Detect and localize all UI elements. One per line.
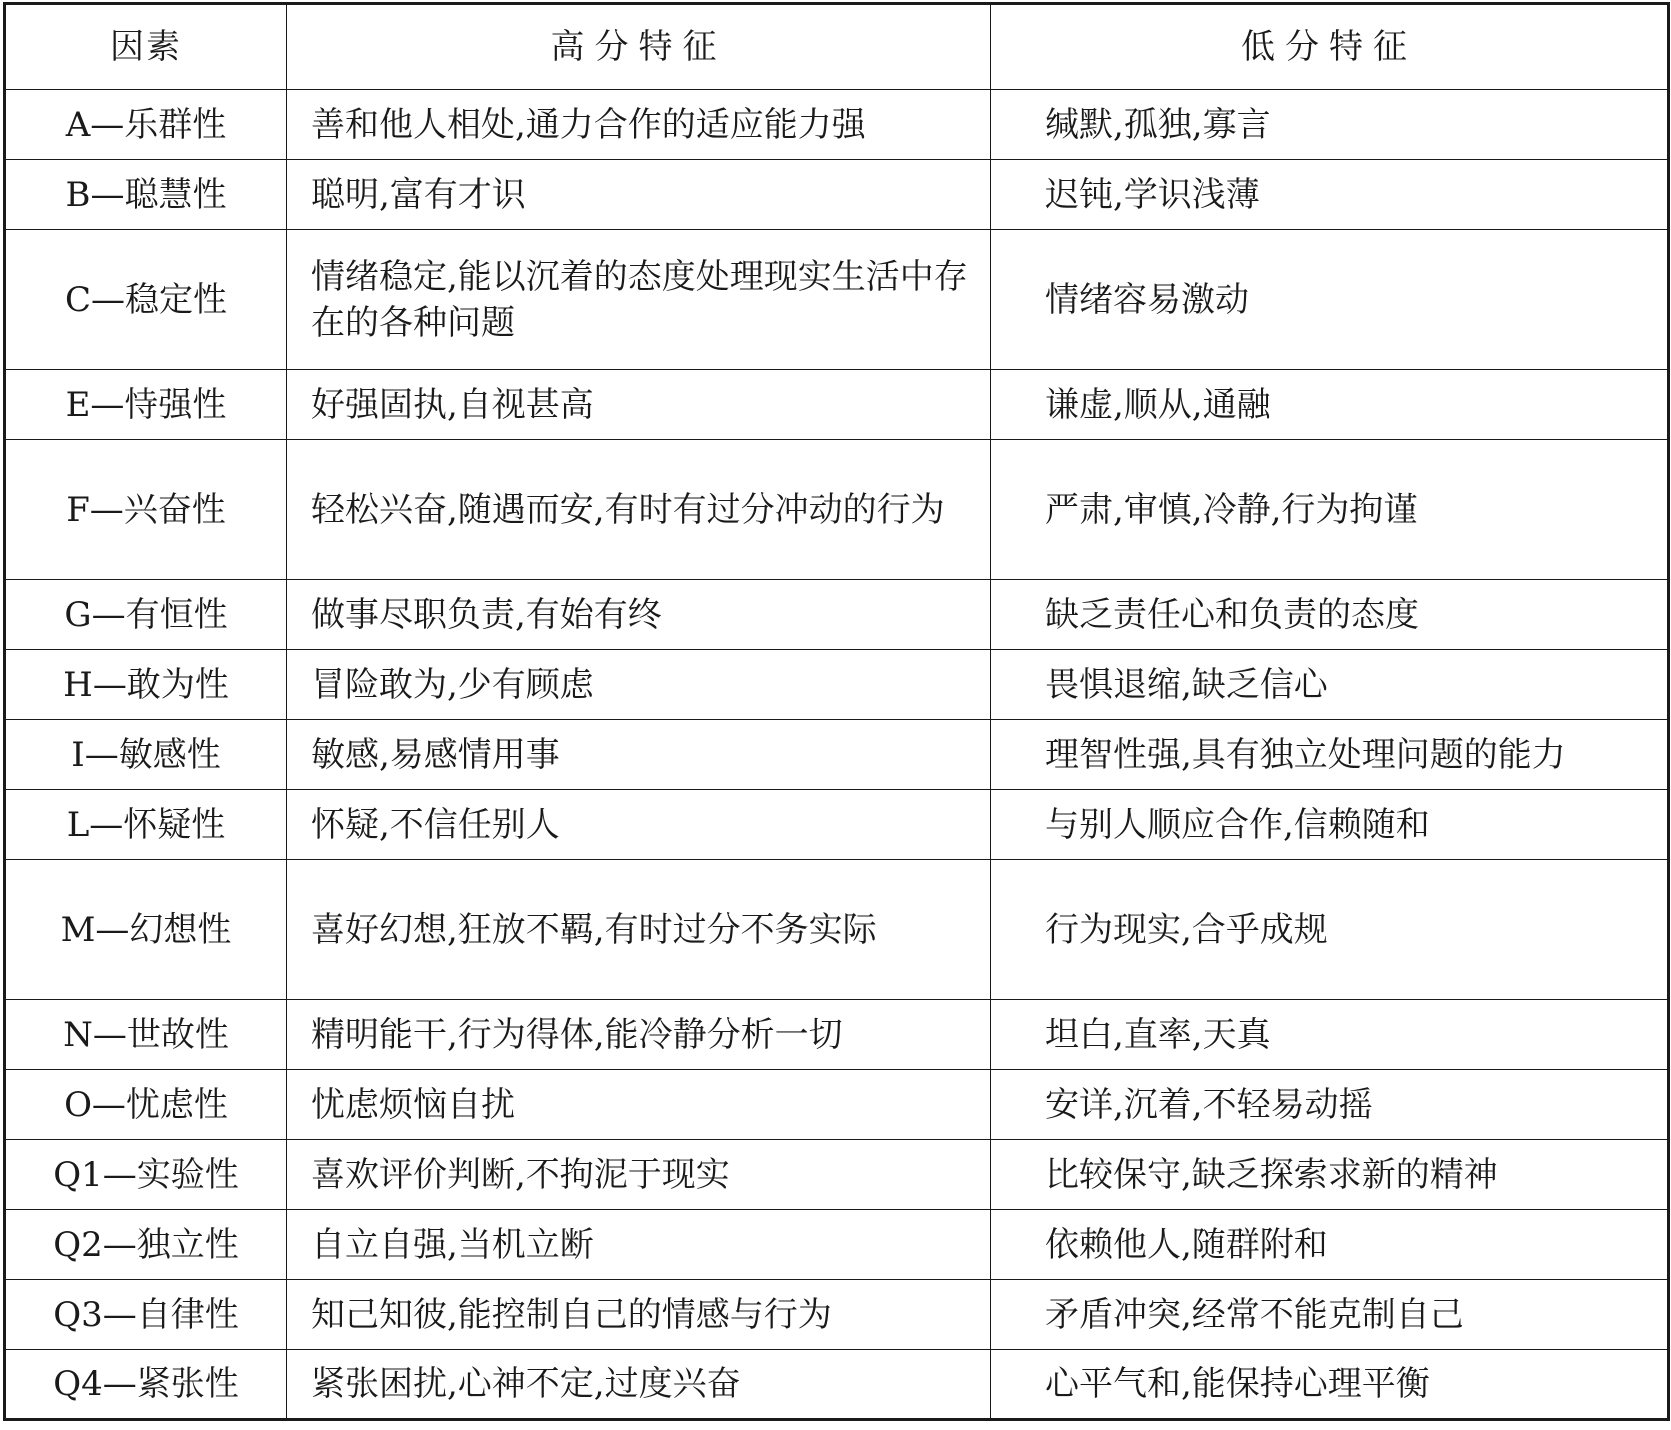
header-low-score: 低分特征 — [991, 4, 1669, 90]
factor-cell: F—兴奋性 — [5, 440, 287, 580]
table-row — [5, 160, 1669, 230]
low-score-cell: 严肃,审慎,冷静,行为拘谨 — [991, 440, 1669, 580]
factor-cell: O—忧虑性 — [5, 1070, 287, 1140]
table-row — [5, 790, 1669, 860]
factor-cell: Q4—紧张性 — [5, 1350, 287, 1420]
low-score-cell: 坦白,直率,天真 — [991, 1000, 1669, 1070]
factor-cell: Q2—独立性 — [5, 1210, 287, 1280]
table-row — [5, 1210, 1669, 1280]
factor-cell: C—稳定性 — [5, 230, 287, 370]
factor-cell: E—恃强性 — [5, 370, 287, 440]
table-row — [5, 860, 1669, 1000]
table-header-row — [5, 4, 1669, 90]
high-score-cell: 冒险敢为,少有顾虑 — [287, 650, 991, 720]
low-score-cell: 矛盾冲突,经常不能克制自己 — [991, 1280, 1669, 1350]
table-row — [5, 1000, 1669, 1070]
low-score-cell: 迟钝,学识浅薄 — [991, 160, 1669, 230]
personality-factor-table — [3, 2, 1670, 1421]
low-score-cell: 理智性强,具有独立处理问题的能力 — [991, 720, 1669, 790]
low-score-cell: 谦虚,顺从,通融 — [991, 370, 1669, 440]
factor-cell: H—敢为性 — [5, 650, 287, 720]
high-score-cell: 怀疑,不信任别人 — [287, 790, 991, 860]
high-score-cell: 知己知彼,能控制自己的情感与行为 — [287, 1280, 991, 1350]
table-row — [5, 1140, 1669, 1210]
table-row — [5, 1350, 1669, 1420]
table-row — [5, 720, 1669, 790]
low-score-cell: 安详,沉着,不轻易动摇 — [991, 1070, 1669, 1140]
low-score-cell: 畏惧退缩,缺乏信心 — [991, 650, 1669, 720]
factor-cell: Q1—实验性 — [5, 1140, 287, 1210]
low-score-cell: 比较保守,缺乏探索求新的精神 — [991, 1140, 1669, 1210]
factor-cell: N—世故性 — [5, 1000, 287, 1070]
factor-cell: A—乐群性 — [5, 90, 287, 160]
factor-cell: Q3—自律性 — [5, 1280, 287, 1350]
table-row — [5, 1070, 1669, 1140]
high-score-cell: 聪明,富有才识 — [287, 160, 991, 230]
high-score-cell: 善和他人相处,通力合作的适应能力强 — [287, 90, 991, 160]
high-score-cell: 精明能干,行为得体,能冷静分析一切 — [287, 1000, 991, 1070]
high-score-cell: 喜欢评价判断,不拘泥于现实 — [287, 1140, 991, 1210]
table-row — [5, 370, 1669, 440]
factor-cell: B—聪慧性 — [5, 160, 287, 230]
factor-cell: G—有恒性 — [5, 580, 287, 650]
table-row — [5, 1280, 1669, 1350]
table-row — [5, 90, 1669, 160]
high-score-cell: 忧虑烦恼自扰 — [287, 1070, 991, 1140]
low-score-cell: 与别人顺应合作,信赖随和 — [991, 790, 1669, 860]
high-score-cell: 做事尽职负责,有始有终 — [287, 580, 991, 650]
low-score-cell: 情绪容易激动 — [991, 230, 1669, 370]
low-score-cell: 缺乏责任心和负责的态度 — [991, 580, 1669, 650]
high-score-cell: 紧张困扰,心神不定,过度兴奋 — [287, 1350, 991, 1420]
table-row — [5, 580, 1669, 650]
low-score-cell: 心平气和,能保持心理平衡 — [991, 1350, 1669, 1420]
low-score-cell: 缄默,孤独,寡言 — [991, 90, 1669, 160]
high-score-cell: 好强固执,自视甚高 — [287, 370, 991, 440]
factor-cell: I—敏感性 — [5, 720, 287, 790]
table-row — [5, 650, 1669, 720]
high-score-cell: 喜好幻想,狂放不羁,有时过分不务实际 — [287, 860, 991, 1000]
high-score-cell: 情绪稳定,能以沉着的态度处理现实生活中存在的各种问题 — [287, 230, 991, 370]
table-body — [5, 90, 1669, 1420]
factor-cell: L—怀疑性 — [5, 790, 287, 860]
table-row — [5, 440, 1669, 580]
table-row — [5, 230, 1669, 370]
header-factor: 因素 — [5, 4, 287, 90]
high-score-cell: 自立自强,当机立断 — [287, 1210, 991, 1280]
low-score-cell: 依赖他人,随群附和 — [991, 1210, 1669, 1280]
low-score-cell: 行为现实,合乎成规 — [991, 860, 1669, 1000]
high-score-cell: 轻松兴奋,随遇而安,有时有过分冲动的行为 — [287, 440, 991, 580]
factor-cell: M—幻想性 — [5, 860, 287, 1000]
high-score-cell: 敏感,易感情用事 — [287, 720, 991, 790]
header-high-score: 高分特征 — [287, 4, 991, 90]
